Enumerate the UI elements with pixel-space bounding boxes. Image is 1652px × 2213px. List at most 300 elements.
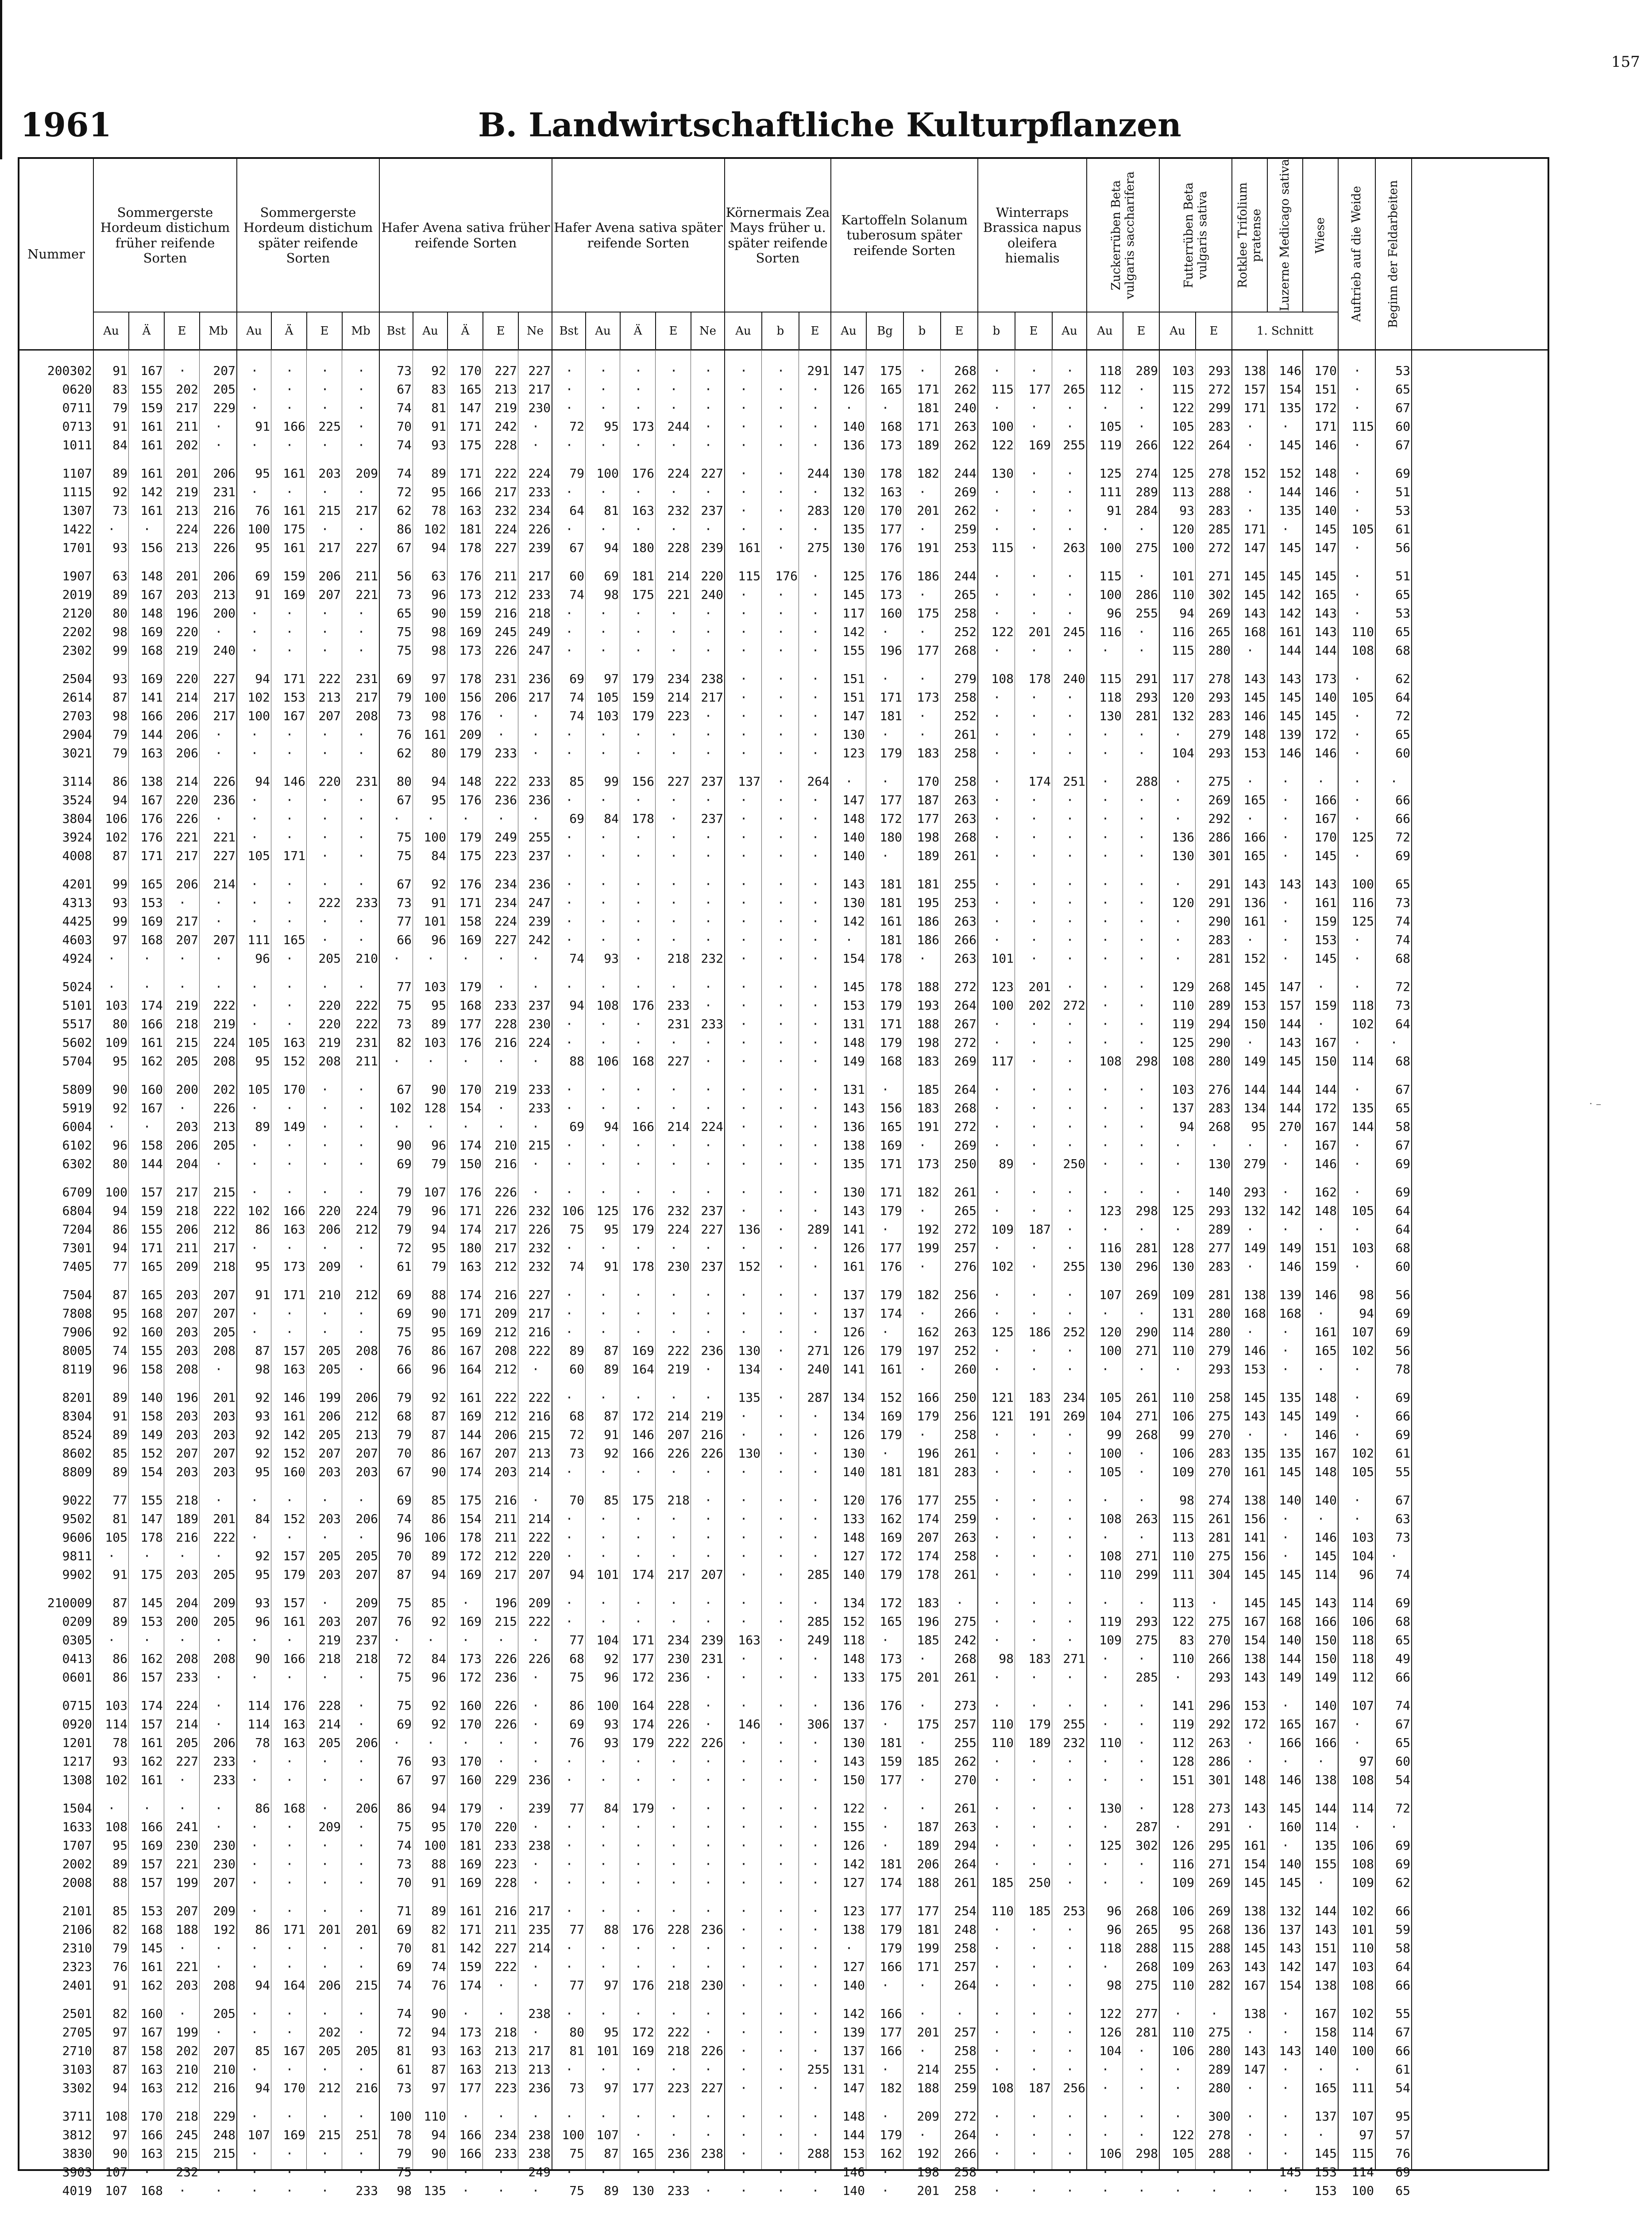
table-cell: 222 (213, 998, 235, 1013)
table-cell: 208 (213, 1054, 235, 1068)
table-row (19, 1286, 1548, 1304)
table-cell: · (881, 1838, 889, 1853)
column-rule (447, 349, 448, 2169)
table-cell: · (1390, 774, 1398, 789)
table-cell: 249 (494, 830, 517, 844)
table-cell: 265 (1135, 1922, 1158, 1937)
table-cell: 187 (1028, 2081, 1051, 2095)
table-cell: 64 (1395, 1959, 1410, 1974)
table-cell: 206 (176, 1138, 198, 1153)
table-row (19, 380, 1548, 399)
table-cell: · (811, 1427, 819, 1442)
table-cell: · (251, 2165, 259, 2179)
table-cell: 120 (1172, 690, 1194, 705)
table-cell: 123 (842, 746, 865, 760)
table-cell: 111 (247, 933, 270, 947)
table-cell: · (462, 2183, 470, 2198)
table-cell: 129 (1172, 979, 1194, 994)
table-cell: · (1101, 1157, 1109, 1171)
table-cell: 181 (880, 877, 902, 891)
table-cell: 68 (397, 1409, 412, 1423)
table-cell: 165 (632, 2146, 654, 2161)
table-cell: 222 (528, 1614, 551, 1629)
table-cell: 174 (880, 1306, 902, 1321)
table-cell: 298 (1135, 2146, 1158, 2161)
header-group-label: Zuckerrüben Beta vulgaris saccharifera (1109, 171, 1137, 299)
table-cell: 94 (569, 998, 584, 1013)
table-cell: 216 (528, 1409, 551, 1423)
table-cell: · (357, 727, 365, 742)
row-number: 8005 (62, 1343, 92, 1358)
table-cell: 157 (1279, 998, 1301, 1013)
table-cell: · (1138, 2109, 1146, 2124)
table-cell: 87 (112, 1596, 127, 1610)
table-cell: 156 (459, 690, 482, 705)
table-cell: · (565, 1288, 573, 1302)
header-sub: Bst (380, 312, 413, 349)
table-cell: · (599, 1511, 607, 1526)
table-cell: 266 (954, 2146, 977, 2161)
table-cell: · (1066, 1119, 1074, 1134)
table-cell: 203 (176, 1288, 198, 1302)
table-cell: 222 (528, 1390, 551, 1405)
table-cell: · (1066, 690, 1074, 705)
table-cell: · (599, 1875, 607, 1890)
table-cell: · (178, 2006, 186, 2021)
table-row (19, 1080, 1548, 1099)
table-cell: 152 (1243, 466, 1266, 481)
table-cell: · (357, 419, 365, 434)
table-cell: 206 (318, 1222, 341, 1237)
table-cell: · (777, 727, 785, 742)
table-cell: · (845, 933, 853, 947)
table-row (19, 1696, 1548, 1715)
table-cell: 215 (528, 1138, 551, 1153)
table-cell: 176 (880, 540, 902, 555)
table-cell: 98 (397, 2183, 412, 2198)
row-number: 0620 (62, 382, 92, 397)
header-group-13 (1376, 159, 1412, 349)
table-cell: 165 (140, 877, 163, 891)
row-number: 2705 (62, 2025, 92, 2040)
table-cell: · (777, 466, 785, 481)
row-number: 3103 (62, 2062, 92, 2077)
table-cell: · (919, 1651, 926, 1666)
table-cell: · (740, 401, 748, 415)
table-cell: 99 (112, 877, 127, 891)
table-cell: 236 (701, 1343, 723, 1358)
table-cell: 89 (604, 1362, 619, 1376)
table-cell: · (740, 1241, 748, 1255)
table-cell: 202 (176, 382, 198, 397)
table-cell: 108 (1099, 1549, 1122, 1563)
table-cell: · (286, 1138, 293, 1153)
table-cell: · (881, 848, 889, 863)
table-cell: 60 (1395, 419, 1410, 434)
table-cell: · (1174, 1222, 1182, 1237)
table-cell: 230 (213, 1838, 235, 1853)
table-cell: 64 (569, 503, 584, 518)
table-cell: 238 (528, 2128, 551, 2142)
table-cell: 92 (112, 1325, 127, 1339)
table-cell: 242 (954, 1633, 977, 1647)
table-cell: 126 (1099, 2025, 1122, 2040)
table-cell: · (286, 998, 293, 1013)
table-cell: 110 (1172, 1390, 1194, 1405)
table-cell: 255 (954, 2062, 977, 2077)
table-cell: 91 (431, 895, 446, 910)
table-cell: 205 (318, 1427, 341, 1442)
table-cell: 233 (213, 1773, 235, 1787)
table-cell: · (565, 933, 573, 947)
table-cell: 100 (1351, 2183, 1374, 2198)
table-cell: 210 (355, 951, 378, 966)
table-cell: 169 (880, 1530, 902, 1545)
table-cell: 95 (1179, 1922, 1194, 1937)
table-cell: 291 (1208, 877, 1231, 891)
table-cell: · (143, 1801, 151, 1816)
table-cell: 97 (604, 671, 619, 686)
table-cell: · (881, 401, 889, 415)
table-cell: · (881, 1082, 889, 1097)
table-cell: 261 (954, 1446, 977, 1461)
table-cell: · (357, 1185, 365, 1199)
table-cell: · (670, 1241, 678, 1255)
table-cell: 152 (842, 1614, 865, 1629)
table-cell: 146 (1314, 1530, 1337, 1545)
table-cell: 234 (667, 1633, 690, 1647)
table-cell: 115 (738, 569, 760, 583)
table-cell: · (1281, 1325, 1289, 1339)
table-cell: · (1174, 1185, 1182, 1199)
table-cell: 169 (459, 1409, 482, 1423)
table-row (19, 1342, 1548, 1360)
table-cell: · (811, 2043, 819, 2058)
table-cell: 217 (701, 690, 723, 705)
table-cell: 172 (880, 811, 902, 826)
table-cell: · (215, 419, 223, 434)
table-cell: · (777, 1670, 785, 1685)
table-cell: 209 (917, 2109, 939, 2124)
table-cell: · (740, 1959, 748, 1974)
table-cell: 142 (842, 914, 865, 929)
table-cell: 152 (1279, 466, 1301, 481)
table-cell: 148 (842, 1035, 865, 1050)
table-cell: 212 (494, 587, 517, 602)
table-cell: · (1138, 998, 1146, 1013)
header-sub: b (978, 312, 1015, 349)
table-cell: 233 (494, 746, 517, 760)
table-cell: · (1281, 2025, 1289, 2040)
table-cell: 130 (632, 2183, 654, 2198)
table-cell: 92 (431, 1717, 446, 1731)
table-cell: · (634, 979, 642, 994)
table-cell: 91 (431, 419, 446, 434)
table-cell: 99 (1107, 1427, 1122, 1442)
table-cell: 157 (140, 1185, 163, 1199)
row-number: 0711 (62, 401, 92, 415)
table-cell: 98 (1359, 1288, 1374, 1302)
table-cell: · (811, 1288, 819, 1302)
table-row (19, 1668, 1548, 1687)
table-cell: · (599, 1035, 607, 1050)
table-cell: 126 (842, 1343, 865, 1358)
table-cell: · (993, 2043, 1001, 2058)
table-cell: · (1174, 2006, 1182, 2021)
table-cell: 117 (1172, 671, 1194, 686)
table-cell: 72 (1395, 1801, 1410, 1816)
table-cell: 179 (880, 1288, 902, 1302)
table-cell: · (565, 2062, 573, 2077)
table-cell: · (1353, 1820, 1361, 1834)
table-cell: · (993, 848, 1001, 863)
table-cell: 153 (140, 895, 163, 910)
table-cell: 163 (140, 2146, 163, 2161)
table-cell: 169 (459, 1857, 482, 1871)
table-cell: · (1030, 1567, 1038, 1582)
table-cell: · (286, 363, 293, 378)
table-row (19, 1444, 1548, 1463)
table-cell: · (286, 746, 293, 760)
table-cell: · (1066, 1959, 1074, 1974)
table-cell: · (1246, 2081, 1254, 2095)
table-cell: 99 (112, 914, 127, 929)
table-cell: 224 (176, 1698, 198, 1713)
table-cell: 268 (1208, 1922, 1231, 1937)
table-cell: 73 (569, 2081, 584, 2095)
table-cell: · (919, 1698, 926, 1713)
table-cell: 106 (596, 1054, 619, 1068)
table-cell: · (811, 1670, 819, 1685)
table-cell: 166 (283, 1203, 305, 1218)
table-cell: 142 (1279, 1959, 1301, 1974)
table-cell: 122 (991, 438, 1014, 452)
table-cell: · (777, 793, 785, 807)
table-cell: · (704, 1082, 712, 1097)
table-cell: 103 (105, 1698, 127, 1713)
table-cell: 93 (112, 671, 127, 686)
table-cell: 178 (140, 1530, 163, 1545)
table-cell: 226 (176, 811, 198, 826)
table-cell: 258 (954, 2043, 977, 2058)
table-cell: · (599, 2006, 607, 2021)
table-cell: 70 (397, 1549, 412, 1563)
table-cell: 61 (397, 2062, 412, 2077)
table-cell: · (599, 1530, 607, 1545)
table-cell: 179 (632, 1222, 654, 1237)
table-cell: 178 (880, 466, 902, 481)
table-cell: 112 (1099, 382, 1122, 397)
table-cell: 100 (991, 998, 1014, 1013)
table-cell: 110 (424, 2109, 446, 2124)
table-cell: 240 (213, 643, 235, 658)
table-cell: 80 (112, 1017, 127, 1031)
table-cell: · (993, 2128, 1001, 2142)
table-cell: · (1174, 2081, 1182, 2095)
table-cell: 169 (283, 2128, 305, 2142)
table-cell: 136 (842, 1119, 865, 1134)
table-cell: 122 (1099, 2006, 1122, 2021)
table-cell: · (811, 998, 819, 1013)
table-cell: · (634, 1465, 642, 1479)
table-cell: 159 (140, 401, 163, 415)
table-cell: 149 (1279, 1241, 1301, 1255)
table-cell: · (811, 1446, 819, 1461)
table-cell: · (178, 979, 186, 994)
table-cell: 170 (283, 1082, 305, 1097)
table-cell: · (1066, 401, 1074, 415)
table-cell: 285 (1135, 1670, 1158, 1685)
table-cell: · (1030, 793, 1038, 807)
table-cell: 166 (1314, 1735, 1337, 1750)
table-cell: · (634, 643, 642, 658)
table-cell: · (321, 877, 329, 891)
table-row (19, 847, 1548, 865)
table-cell: 275 (1208, 2025, 1231, 2040)
table-cell: 56 (397, 569, 412, 583)
table-cell: · (777, 1511, 785, 1526)
table-cell: 244 (954, 569, 977, 583)
table-cell: 140 (1279, 1493, 1301, 1507)
table-cell: 67 (397, 1465, 412, 1479)
table-cell: 100 (247, 522, 270, 536)
table-cell: 226 (494, 643, 517, 658)
table-cell: · (497, 2183, 505, 2198)
header-group-label: Luzerne Medicago sativa (1278, 159, 1292, 312)
table-cell: · (704, 1838, 712, 1853)
table-cell: 205 (213, 1325, 235, 1339)
table-cell: 233 (667, 2183, 690, 2198)
table-cell: · (286, 951, 293, 966)
table-cell: 176 (632, 1922, 654, 1937)
table-cell: · (1066, 914, 1074, 929)
table-cell: 89 (431, 466, 446, 481)
table-cell: 178 (880, 951, 902, 966)
table-cell: · (919, 2006, 926, 2021)
table-cell: 77 (397, 914, 412, 929)
table-cell: 146 (1279, 746, 1301, 760)
table-cell: · (704, 2062, 712, 2077)
table-cell: 163 (459, 2043, 482, 2058)
table-cell: 217 (355, 690, 378, 705)
table-cell: · (321, 643, 329, 658)
table-cell: 65 (1395, 1633, 1410, 1647)
table-cell: 145 (1279, 1567, 1301, 1582)
table-cell: 98 (431, 709, 446, 723)
table-row (19, 623, 1548, 641)
table-cell: 153 (1314, 2165, 1337, 2179)
table-cell: 157 (283, 1343, 305, 1358)
table-cell: 219 (213, 1017, 235, 1031)
table-cell: · (704, 1362, 712, 1376)
table-cell: · (1281, 914, 1289, 929)
table-cell: 56 (1395, 540, 1410, 555)
table-cell: · (811, 522, 819, 536)
table-cell: · (1066, 363, 1074, 378)
table-cell: 148 (140, 606, 163, 621)
table-cell: 93 (255, 1409, 270, 1423)
table-cell: 201 (917, 1670, 939, 1685)
row-number: 8602 (62, 1446, 92, 1461)
table-cell: 207 (213, 363, 235, 378)
table-cell: 173 (917, 1157, 939, 1171)
table-cell: · (1210, 2183, 1218, 2198)
table-cell: · (634, 2062, 642, 2077)
table-cell: 218 (176, 1493, 198, 1507)
table-cell: 96 (431, 587, 446, 602)
table-cell: · (1066, 1427, 1074, 1442)
table-cell: · (777, 1017, 785, 1031)
table-cell: 146 (632, 1427, 654, 1442)
table-cell: 218 (176, 1203, 198, 1218)
table-cell: · (845, 401, 853, 415)
table-cell: 75 (397, 998, 412, 1013)
table-cell: 189 (1028, 1735, 1051, 1750)
table-cell: 290 (1135, 1325, 1158, 1339)
table-cell: 75 (569, 1222, 584, 1237)
table-cell: 125 (596, 1203, 619, 1218)
table-cell: · (993, 811, 1001, 826)
table-cell: 130 (1099, 1259, 1122, 1274)
table-cell: 289 (1208, 1222, 1231, 1237)
table-cell: 206 (176, 877, 198, 891)
table-cell: 261 (954, 1801, 977, 1816)
table-cell: 122 (1172, 438, 1194, 452)
table-cell: · (1030, 1978, 1038, 1993)
table-row (19, 1239, 1548, 1257)
table-cell: 205 (355, 1549, 378, 1563)
table-row (19, 2107, 1548, 2126)
table-cell: 94 (1359, 1306, 1374, 1321)
table-cell: · (286, 606, 293, 621)
table-header (19, 159, 1548, 351)
table-cell: 179 (632, 709, 654, 723)
table-cell: · (993, 1838, 1001, 1853)
table-cell: · (321, 1082, 329, 1097)
table-cell: · (215, 914, 223, 929)
table-cell: 278 (1208, 466, 1231, 481)
table-cell: 261 (954, 1567, 977, 1582)
table-cell: 80 (569, 2025, 584, 2040)
table-cell: 217 (528, 2043, 551, 2058)
table-cell: 125 (991, 1325, 1014, 1339)
table-cell: 101 (596, 2043, 619, 2058)
table-cell: · (704, 1549, 712, 1563)
table-cell: · (1138, 895, 1146, 910)
table-cell: 252 (954, 625, 977, 639)
table-cell: 167 (283, 2043, 305, 2058)
table-cell: · (740, 1596, 748, 1610)
table-cell: · (178, 1773, 186, 1787)
table-cell: · (1066, 503, 1074, 518)
table-cell: 149 (1314, 1670, 1337, 1685)
table-cell: 96 (112, 1362, 127, 1376)
table-cell: · (777, 951, 785, 966)
table-row (19, 539, 1548, 557)
table-cell: · (993, 1306, 1001, 1321)
table-cell: · (532, 1959, 540, 1974)
table-cell: · (1138, 2128, 1146, 2142)
table-cell: · (286, 1904, 293, 1918)
header-sub: Au (94, 312, 129, 349)
table-cell: 136 (1243, 1922, 1266, 1937)
table-cell: 226 (701, 2043, 723, 2058)
table-cell: · (178, 1633, 186, 1647)
table-cell: · (532, 1857, 540, 1871)
table-cell: 228 (667, 1922, 690, 1937)
column-rule (655, 349, 656, 2169)
table-cell: · (393, 951, 401, 966)
